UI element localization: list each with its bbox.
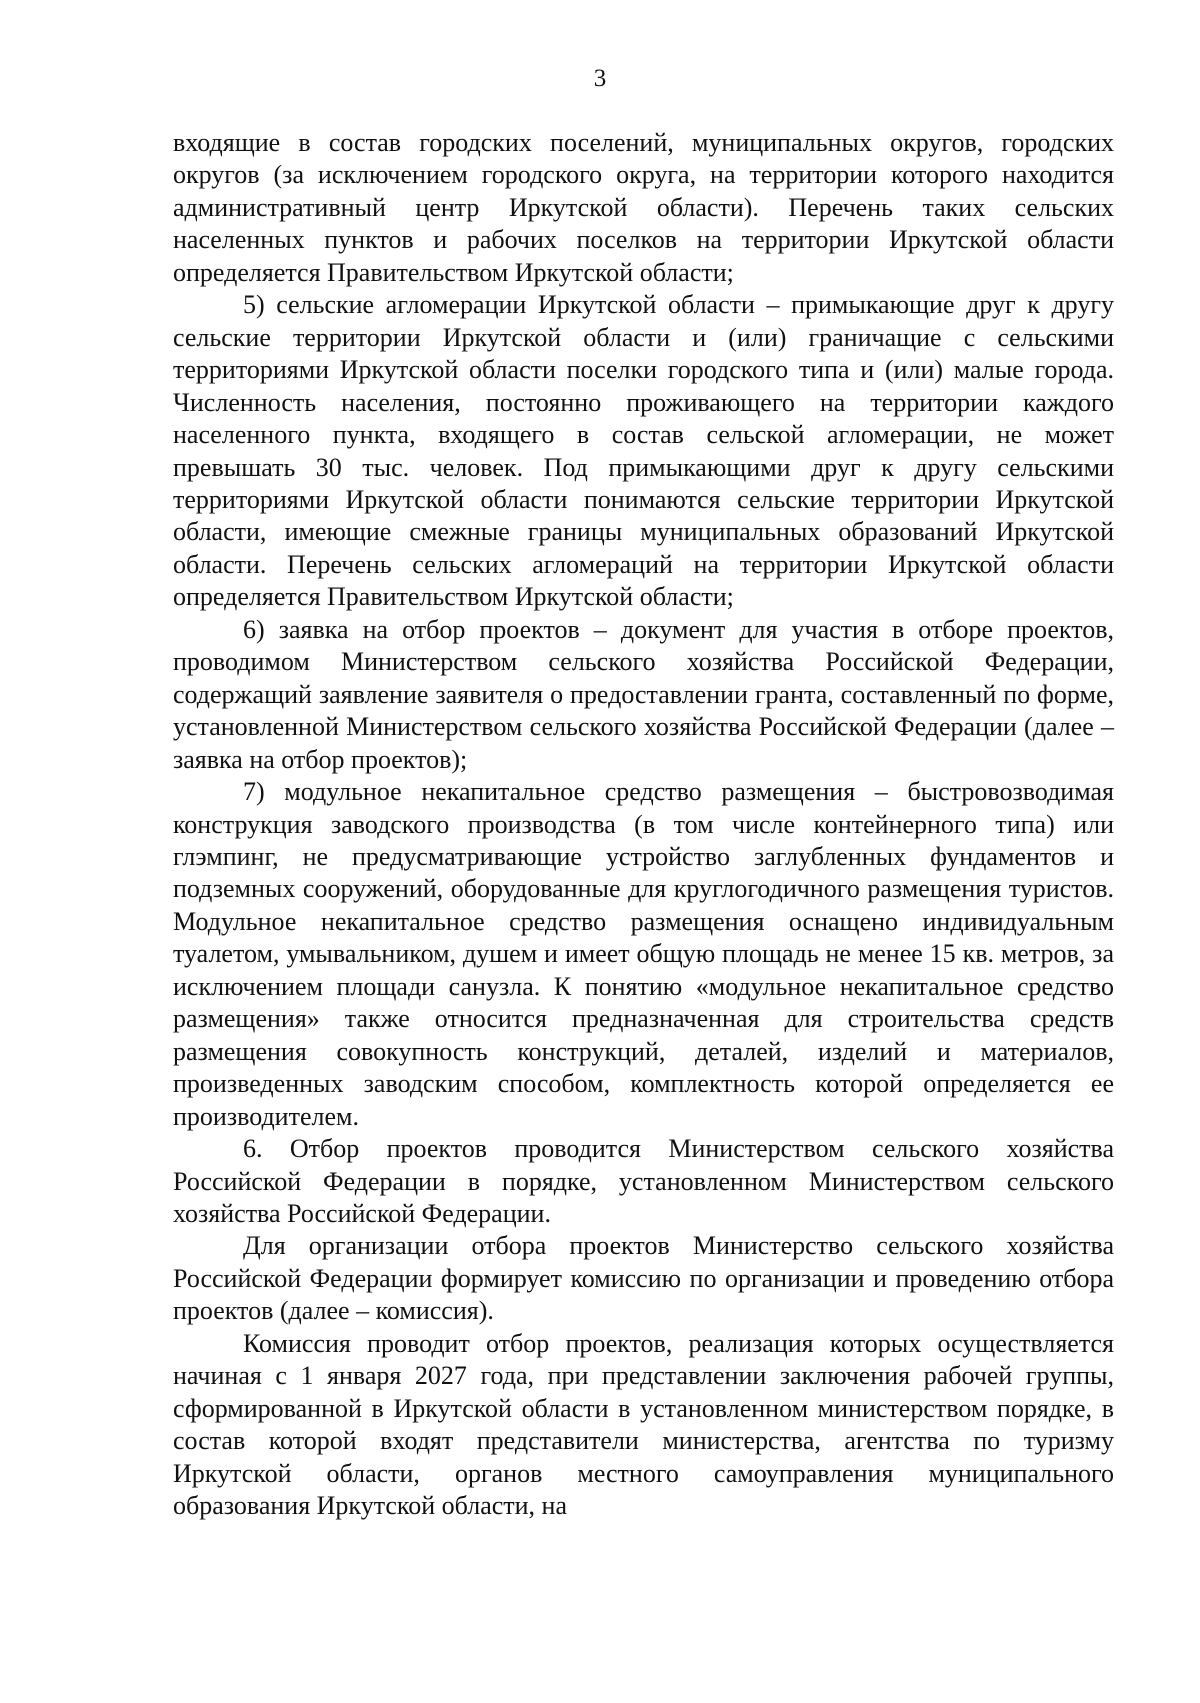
paragraph-item-6-project-application: 6) заявка на отбор проектов – документ для участия в отборе проектов, проводимом Министерством сельского хозяйства Российской Федерации, содержащий заявление заявителя о предоставлении гранта, составленный по форме, установленной Министерством сельского хозяйства Российской Федерации (далее – заявка на отбор проектов);	[173, 614, 1114, 774]
paragraph-section-6-project-selection: 6. Отбор проектов проводится Министерством сельского хозяйства Российской Федерации в порядке, установленном Министерством сельского хозяйства Российской Федерации.	[173, 1134, 1114, 1228]
paragraph-item-7-modular-accommodation: 7) модульное некапитальное средство размещения – быстровозводимая конструкция заводского производства (в том числе контейнерного типа) или глэмпинг, не предусматривающие устройство заглубленных фундаментов и подземных сооружений, оборудованные для круглогодичного размещения туристов. Модульное некапитальное средство размещения оснащено индивидуальным туалетом, умывальником, душем и имеет общую площадь не менее 15 кв. метров, за исключением площади санузла. К понятию «модульное некапитальное средство размещения» также относится предназначенная для строительства средств размещения совокупность конструкций, деталей, изделий и материалов, произведенных заводским способом, комплектность которой определяется ее производителем.	[173, 777, 1114, 1131]
paragraph-commission-formation: Для организации отбора проектов Министерство сельского хозяйства Российской Федерации формирует комиссию по организации и проведению отбора проектов (далее – комиссия).	[173, 1231, 1114, 1326]
paragraph-rural-settlements-continuation: входящие в состав городских поселений, муниципальных округов, городских округов (за исключением городского округа, на территории которого находится административный центр Иркутской области). Перечень таких сельских населенных пунктов и рабочих поселков на территории Иркутской области определяется Правительством Иркутской области;	[173, 128, 1114, 287]
document-body	[173, 127, 1114, 1522]
paragraph-item-5-rural-agglomerations: 5) сельские агломерации Иркутской области – примыкающие друг к другу сельские территории Иркутской области и (или) граничащие с сельскими территориями Иркутской области поселки городского типа и (или) малые города. Численность населения, постоянно проживающего на территории каждого населенного пункта, входящего в состав сельской агломерации, не может превышать 30 тыс. человек. Под примыкающими друг к другу сельскими территориями Иркутской области понимаются сельские территории Иркутской области, имеющие смежные границы муниципальных образований Иркутской области. Перечень сельских агломераций на территории Иркутской области определяется Правительством Иркутской области;	[173, 290, 1114, 612]
page-number: 3	[593, 65, 607, 92]
paragraph-commission-selection: Комиссия проводит отбор проектов, реализация которых осуществляется начиная с 1 января 2027 года, при представлении заключения рабочей группы, сформированной в Иркутской области в установленном министерством порядке, в состав которой входят представители министерства, агентства по туризму Иркутской области, органов местного самоуправления муниципального образования Иркутской области, на	[173, 1328, 1114, 1521]
